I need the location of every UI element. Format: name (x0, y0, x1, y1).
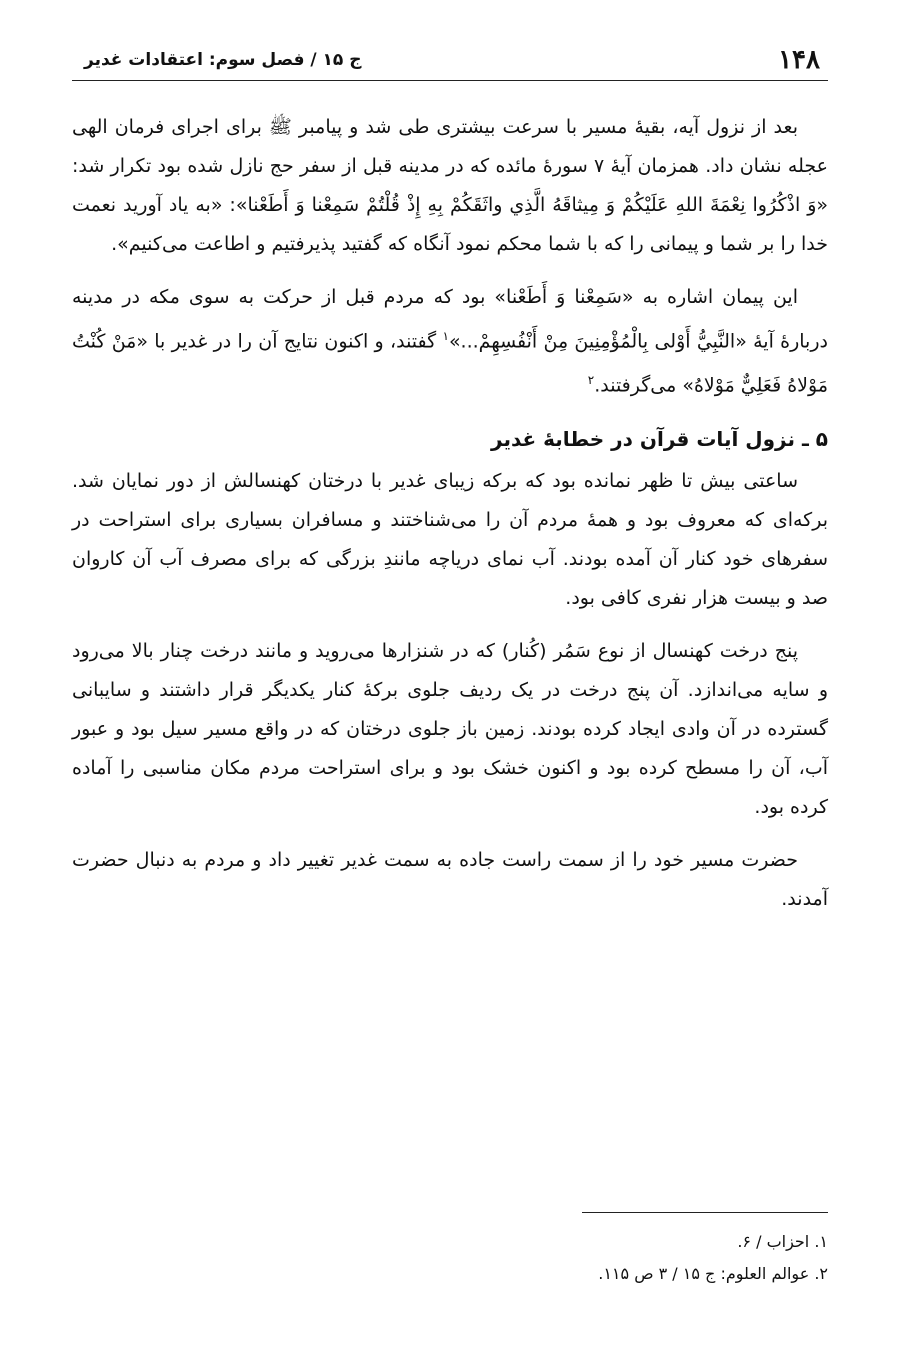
paragraph-2 (72, 278, 828, 406)
header-rule (72, 80, 828, 81)
page-header (72, 40, 828, 80)
page-body (72, 108, 828, 933)
running-head: ج ۱۵ / فصل سوم: اعتقادات غدیر (84, 50, 362, 70)
section-paragraph-2: پنج درخت کهنسال از نوع سَمُر (کُنار) که در شنزارها می‌روید و مانند درخت چنار بالا می‌رود و سایه می‌اندازد. آن پنج درخت در یک ردیف جلوی برکهٔ کنار یکدیگر قرار داشتند و سایبانی گسترده در آن وادی ایجاد کرده بودند. زمین باز جلوی درختان که در واقع مسیر سیل بود و عبور آب، آن را مسطح کرده بود و اکنون خشک بود و برای استراحت مردم مکان مناسبی را آماده کرده بود. (72, 639, 828, 818)
footnote-2: ۲. عوالم العلوم: ج ۱۵ / ۳ ص ۱۱۵. (598, 1264, 828, 1283)
section-paragraph-1: ساعتی بیش تا ظهر نمانده بود که برکه زیبای غدیر با درختان کهنسالش از دور نمایان شد. برکه‌ای که معروف بود و همهٔ مردم آن را می‌شناختند و مسافران بسیاری برای استراحت در سفرهای خود کنار آن آمده بودند. آب نمای دریاچه مانندِ بزرگی که برای مصرف آب آن کاروان صد و بیست هزار نفری کافی بود. (72, 469, 828, 609)
book-page (72, 0, 828, 1345)
footnote-ref-1[interactable]: ۱ (442, 329, 449, 343)
footnote-ref-2[interactable]: ۲ (587, 373, 595, 388)
paragraph-2-part-2: گفتند، و اکنون نتایج آن را در غدیر با «مَنْ كُنْتُ مَوْلاهُ فَعَلِيٌّ مَوْلاهُ» می‌گرفتند. (72, 330, 828, 397)
footnotes (72, 1226, 828, 1290)
footnote-rule (582, 1212, 828, 1213)
section-paragraph-3: حضرت مسیر خود را از سمت راست جاده به سمت غدیر تغییر داد و مردم به دنبال حضرت آمدند. (72, 848, 828, 910)
page-number: ۱۴۸ (778, 45, 820, 75)
footnote-1: ۱. احزاب / ۶. (737, 1232, 828, 1251)
paragraph-2-part-1: این پیمان اشاره به «سَمِعْنا وَ أَطَعْنا» بود که مردم قبل از حرکت به سوی مکه در مدینه دربارهٔ آیهٔ «النَّبِيُّ أَوْلى بِالْمُؤْمِنِينَ مِنْ أَنْفُسِهِمْ...» (72, 286, 828, 353)
paragraph-1: بعد از نزول آیه، بقیهٔ مسیر با سرعت بیشتری طی شد و پیامبر ﷺ برای اجرای فرمان الهی عجله نشان داد. همزمان آیهٔ ۷ سورهٔ مائده که در مدینه قبل از سفر حج نازل شده بود تکرار شد: «وَ اذْكُرُوا نِعْمَةَ اللهِ عَلَيْكُمْ وَ مِيثاقَهُ الَّذِي واثَقَكُمْ بِهِ إِذْ قُلْتُمْ سَمِعْنا وَ أَطَعْنا»: «به یاد آورید نعمت خدا را بر شما و پیمانی را که با شما محکم نمود آنگاه که گفتید پذیرفتیم و اطاعت می‌کنیم». (72, 116, 829, 255)
section-heading: ۵ ـ نزول آیات قرآن در خطابهٔ غدیر (491, 426, 828, 451)
